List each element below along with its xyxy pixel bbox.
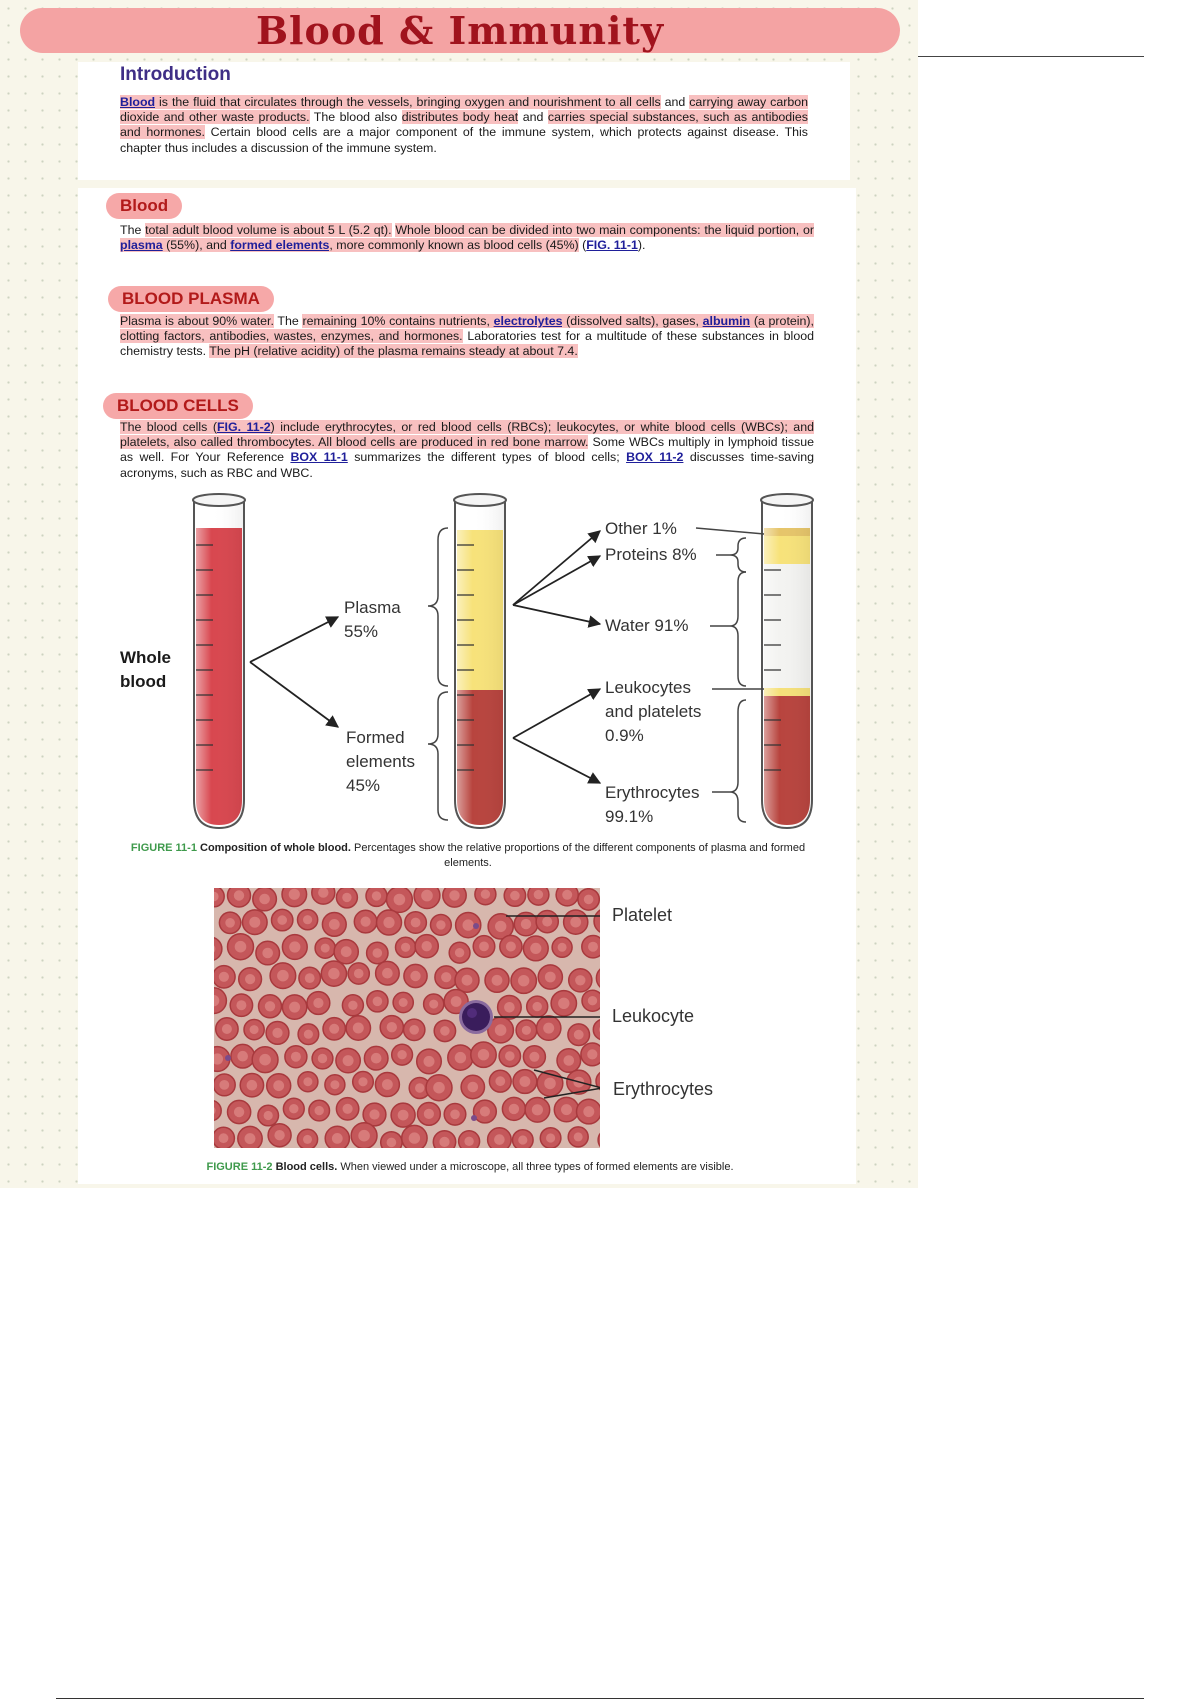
erythrocyte-center — [479, 942, 489, 952]
erythrocyte-center — [399, 998, 408, 1007]
erythrocyte-center — [411, 918, 421, 928]
text-run: carrying away carbon dioxide and other waste products. — [120, 95, 809, 125]
label-proteins: Proteins 8% — [605, 545, 697, 564]
erythrocyte-center — [330, 1080, 339, 1089]
erythrocyte-center — [259, 894, 270, 905]
erythrocyte-center — [532, 1104, 543, 1115]
text-run: Whole blood can be divided into two main components: the liquid portion, or — [395, 223, 814, 237]
text-run: and — [518, 110, 548, 125]
text-run: Some WBCs multiply in lymphoid tissue as well. For Your Reference — [120, 435, 815, 465]
erythrocyte-center — [530, 943, 541, 954]
erythrocyte-center — [522, 1026, 531, 1035]
erythrocyte-center — [383, 917, 394, 928]
erythrocyte-center — [542, 917, 552, 927]
erythrocyte-center — [397, 1050, 406, 1059]
figure-11-1-diagram — [0, 0, 918, 840]
erythrocyte-center — [504, 1002, 515, 1013]
leader-lines — [696, 528, 764, 792]
text-run: (a protein), clotting factors, antibodies, wastes, enzymes, and hormones. — [120, 314, 814, 344]
label-leukocytes-platelets: Leukocytes and platelets 0.9% — [605, 678, 702, 745]
erythrocyte-center — [588, 996, 597, 1005]
erythrocyte-center — [245, 1133, 256, 1144]
erythrocyte-center — [303, 915, 312, 924]
erythrocyte-center — [303, 1077, 312, 1086]
text-run[interactable]: FIG. 11-1 — [586, 238, 638, 253]
text-run: leukocytes — [556, 420, 616, 434]
erythrocyte-center — [305, 973, 315, 983]
text-run[interactable]: formed elements — [230, 238, 330, 253]
label-formed-elements: Formed elements 45% — [346, 728, 415, 795]
figure-11-1-caption — [118, 841, 818, 871]
erythrocyte-center — [245, 974, 255, 984]
erythrocyte-center — [250, 1025, 259, 1034]
erythrocyte-center — [236, 1000, 246, 1010]
erythrocyte-center — [481, 890, 490, 899]
erythrocyte-center — [587, 1049, 597, 1059]
erythrocyte-center — [505, 1051, 515, 1061]
erythrocyte-center — [510, 891, 520, 901]
erythrocyte-center — [289, 1002, 300, 1013]
erythrocyte-center — [543, 1023, 554, 1034]
erythrocyte-center — [274, 1130, 284, 1140]
erythrocyte-center — [264, 1111, 273, 1120]
erythrocyte-center — [304, 1030, 313, 1039]
erythrocyte-center — [429, 1000, 438, 1009]
text-run: The pH (relative acidity) of the plasma remains steady at about 7.4. — [209, 344, 578, 359]
erythrocyte-center — [433, 1082, 445, 1094]
erythrocyte-center — [373, 997, 383, 1007]
erythrocyte-center — [303, 1135, 312, 1144]
erythrocyte-center — [529, 1052, 539, 1062]
erythrocyte-center — [495, 921, 506, 932]
erythrocyte-center — [318, 1054, 327, 1063]
erythrocyte-center — [546, 1133, 555, 1142]
split-arrows — [250, 531, 600, 783]
text-run: summarizes the different types of blood cells; — [347, 450, 627, 465]
erythrocyte-center — [588, 942, 598, 952]
erythrocyte-center — [494, 1134, 505, 1145]
text-run: Laboratories test for a multitude of these substances in blood chemistry tests. — [120, 329, 814, 359]
erythrocyte-center — [518, 1135, 527, 1144]
text-run: The — [273, 314, 303, 328]
erythrocyte-center — [343, 1104, 353, 1114]
erythrocyte-center — [451, 996, 462, 1007]
text-run: platelets — [120, 435, 167, 450]
erythrocyte-center — [558, 943, 567, 952]
erythrocyte-center — [534, 890, 543, 899]
text-run: ( — [578, 238, 587, 253]
text-run: is the fluid that circulates through the vessels, bringing oxygen and nourishment to all cells — [155, 95, 661, 109]
erythrocyte-center — [509, 1104, 519, 1114]
erythrocyte-center — [570, 917, 581, 928]
text-run: , or white blood cells (WBCs); and — [615, 420, 814, 434]
erythrocyte-center — [353, 1023, 364, 1034]
figure-11-1-number: FIGURE 11-1 — [130, 842, 197, 854]
erythrocyte-center — [398, 1110, 409, 1121]
cells-heading: BLOOD CELLS — [103, 393, 253, 419]
erythrocyte-center — [492, 975, 503, 986]
erythrocyte-center — [289, 889, 300, 900]
erythrocyte-center — [219, 972, 229, 982]
erythrocyte-center — [358, 1077, 367, 1086]
erythrocyte-center — [421, 890, 433, 902]
text-run: All blood cells are produced in red bone marrow. — [318, 435, 589, 450]
erythrocyte-center — [450, 1110, 460, 1120]
erythrocyte-center — [234, 890, 244, 900]
text-run: erythrocytes — [324, 420, 393, 434]
text-run: Plasma is about 90% water. — [120, 314, 274, 328]
ruled-line-bottom — [56, 1698, 1144, 1699]
figure-11-1-text: Percentages show the relative proportions of the different components of plasma and formed elements. — [354, 842, 806, 869]
erythrocyte-center — [262, 948, 273, 959]
erythrocyte-center — [321, 944, 330, 953]
erythrocyte-center — [247, 1080, 258, 1091]
erythrocyte-center — [409, 1132, 420, 1143]
intro-heading: Introduction — [120, 64, 231, 85]
text-run: (55%), and — [162, 238, 231, 253]
erythrocyte-center — [455, 948, 464, 957]
tube-components — [761, 494, 813, 828]
text-run: (dissolved salts), gases, — [562, 314, 703, 328]
text-run: ). — [637, 238, 646, 253]
text-run[interactable]: FIG. 11-2 — [216, 420, 271, 434]
erythrocyte-center — [234, 1107, 244, 1117]
erythrocyte-center — [372, 891, 381, 900]
text-run: carries special substances, such as antibodies and hormones. — [120, 110, 808, 140]
erythrocyte-center — [575, 975, 585, 985]
erythrocyte-center — [415, 1083, 424, 1092]
text-run: , also called — [166, 435, 237, 450]
text-run: Certain blood cells are a major component of the immune system, which protects against disease. This chapter thus includes a discussion of the immune system. — [120, 125, 808, 155]
erythrocyte-center — [439, 1137, 449, 1147]
figure-11-1-title: Composition of whole blood. — [200, 842, 351, 854]
text-run: The blood cells ( — [120, 420, 217, 434]
erythrocyte-center — [237, 1051, 248, 1062]
erythrocyte-center — [478, 1049, 489, 1060]
erythrocyte-center — [518, 975, 529, 986]
erythrocyte-center — [369, 1109, 379, 1119]
tube-whole-blood — [193, 494, 245, 828]
label-plasma: Plasma 55% — [344, 598, 401, 641]
tube-separated — [454, 494, 506, 828]
erythrocyte-center — [291, 1052, 301, 1062]
micrograph-image — [214, 888, 600, 1148]
erythrocyte-center — [354, 969, 364, 979]
text-run[interactable]: BOX 11-2 — [626, 450, 684, 465]
erythrocyte-center — [424, 1056, 435, 1067]
erythrocyte-center — [329, 1024, 339, 1034]
erythrocyte-center — [562, 890, 572, 900]
plasma-heading: BLOOD PLASMA — [108, 286, 274, 312]
erythrocyte-center — [249, 917, 260, 928]
erythrocyte-center — [328, 968, 339, 979]
erythrocyte-center — [574, 1132, 583, 1141]
erythrocyte-center — [436, 920, 445, 929]
erythrocyte-center — [329, 919, 340, 930]
erythrocyte-center — [289, 1104, 298, 1113]
text-run: , or red blood cells (RBCs); — [392, 420, 557, 434]
erythrocyte-center — [409, 1025, 419, 1035]
erythrocyte-center — [373, 948, 383, 958]
text-run: and — [660, 95, 690, 109]
erythrocyte-center — [545, 972, 556, 983]
text-run[interactable]: BOX 11-1 — [290, 450, 348, 465]
erythrocyte-center — [462, 975, 473, 986]
text-run: . — [311, 435, 319, 450]
blood-heading: Blood — [106, 193, 182, 219]
erythrocyte-center — [273, 1080, 284, 1091]
text-run: ) include — [270, 420, 325, 434]
text-run: discusses time-saving acronyms, such as RBC and WBC. — [120, 450, 814, 480]
erythrocyte-center — [520, 1076, 531, 1087]
leukocyte-cell — [459, 1000, 493, 1034]
text-run: remaining 10% contains nutrients, — [302, 314, 494, 328]
label-erythrocytes-pct: Erythrocytes 99.1% — [605, 783, 700, 826]
figure-11-2-caption — [120, 1160, 820, 1175]
label-other: Other 1% — [605, 519, 677, 538]
erythrocyte-center — [440, 1026, 450, 1036]
erythrocyte-center — [394, 894, 406, 906]
erythrocyte-center — [259, 1054, 271, 1066]
erythrocyte-center — [387, 1138, 397, 1148]
text-run: , more commonly known as blood cells (45%) — [329, 238, 579, 253]
text-run[interactable]: Blood — [120, 95, 156, 109]
erythrocyte-center — [387, 1022, 397, 1032]
erythrocyte-center — [506, 942, 516, 952]
erythrocyte-center — [219, 1133, 229, 1143]
ruled-line-top — [918, 56, 1144, 57]
erythrocyte-center — [533, 1002, 542, 1011]
erythrocyte-center — [455, 1052, 466, 1063]
label-platelet: Platelet — [612, 905, 673, 925]
label-whole-blood: Whole blood — [120, 648, 171, 691]
page-title: Blood & Immunity — [255, 8, 665, 53]
erythrocyte-center — [343, 1055, 354, 1066]
erythrocyte-center — [424, 1109, 434, 1119]
erythrocyte-center — [495, 1076, 505, 1086]
text-run: thrombocytes — [236, 435, 312, 450]
erythrocyte-center — [219, 1080, 229, 1090]
erythrocyte-center — [558, 998, 569, 1009]
erythrocyte-center — [332, 1133, 343, 1144]
erythrocyte-center — [574, 1030, 584, 1040]
erythrocyte-center — [521, 919, 531, 929]
erythrocyte-center — [277, 970, 289, 982]
erythrocyte-center — [358, 1130, 370, 1142]
text-run: distributes body heat — [401, 110, 519, 125]
erythrocyte-center — [464, 1137, 473, 1146]
text-run[interactable]: albumin — [702, 314, 751, 328]
erythrocyte-center — [341, 946, 352, 957]
erythrocyte-center — [583, 1106, 594, 1117]
erythrocyte-center — [564, 1055, 575, 1066]
erythrocyte-center — [480, 1106, 490, 1116]
erythrocyte-center — [315, 1106, 324, 1115]
platelet-cell — [473, 923, 479, 929]
erythrocyte-center — [422, 941, 432, 951]
erythrocyte-center — [495, 1024, 507, 1036]
erythrocyte-center — [561, 1104, 572, 1115]
text-run: total adult blood volume is about 5 L (5.2 qt). — [145, 223, 392, 237]
erythrocyte-center — [342, 893, 351, 902]
label-erythrocytes: Erythrocytes — [613, 1079, 714, 1099]
label-water: Water 91% — [605, 616, 689, 635]
erythrocyte-center — [235, 941, 247, 953]
erythrocyte-center — [401, 943, 410, 952]
label-leukocyte: Leukocyte — [612, 1006, 695, 1026]
erythrocyte-center — [468, 1082, 479, 1093]
erythrocyte-center — [348, 1001, 357, 1010]
figure-11-2-title: Blood cells. — [275, 1161, 338, 1173]
erythrocyte-center — [277, 915, 287, 925]
erythrocyte-center — [441, 972, 451, 982]
erythrocyte-center — [222, 1024, 232, 1034]
text-run[interactable]: electrolytes — [493, 314, 563, 328]
text-run: The — [120, 223, 146, 237]
erythrocyte-center — [265, 1001, 275, 1011]
figure-11-2-number: FIGURE 11-2 — [206, 1161, 273, 1173]
figure-11-2-text: When viewed under a microscope, all three types of formed elements are visible. — [340, 1161, 734, 1173]
erythrocyte-center — [289, 941, 300, 952]
erythrocyte-center — [272, 1028, 282, 1038]
erythrocyte-center — [584, 895, 594, 905]
erythrocyte-center — [410, 971, 420, 981]
erythrocyte-center — [361, 917, 371, 927]
erythrocyte-center — [382, 968, 393, 979]
erythrocyte-center — [371, 1053, 382, 1064]
erythrocyte-center — [544, 1078, 556, 1090]
erythrocyte-center — [463, 919, 474, 930]
erythrocyte-center — [382, 1079, 393, 1090]
erythrocyte-center — [225, 918, 235, 928]
text-run[interactable]: plasma — [120, 238, 163, 253]
erythrocyte-center — [313, 998, 323, 1008]
erythrocyte-center — [449, 890, 459, 900]
text-run: The blood also — [309, 110, 402, 125]
